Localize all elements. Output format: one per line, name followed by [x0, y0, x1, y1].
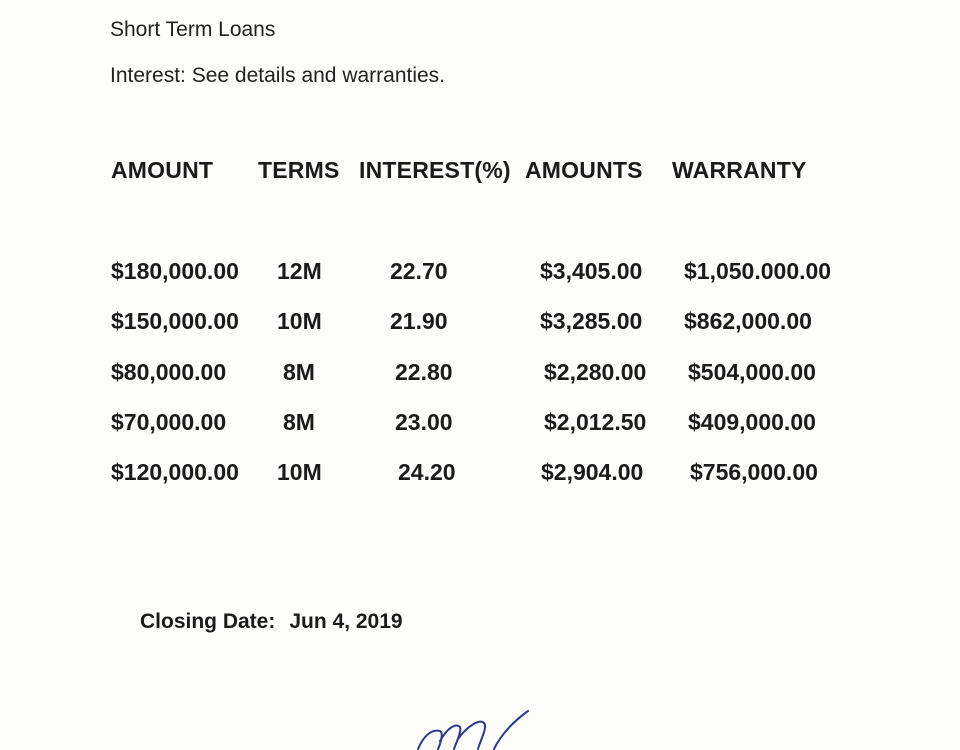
- cell-interest: 24.20: [398, 459, 456, 485]
- cell-warranty: $1,050.000.00: [684, 258, 832, 284]
- header-amount: AMOUNT: [111, 157, 214, 183]
- cell-terms: 10M: [277, 459, 322, 485]
- cell-amounts: $2,280.00: [544, 359, 647, 385]
- header-interest: INTEREST(%): [359, 157, 511, 183]
- closing-date-value: Jun 4, 2019: [289, 610, 403, 633]
- cell-amount: $120,000.00: [111, 459, 239, 485]
- cell-terms: 8M: [283, 409, 315, 435]
- header-amounts: AMOUNTS: [525, 157, 643, 183]
- header-terms: TERMS: [258, 157, 340, 183]
- cell-warranty: $409,000.00: [688, 409, 816, 435]
- cell-warranty: $862,000.00: [684, 308, 812, 334]
- closing-date: [140, 610, 403, 634]
- cell-warranty: $504,000.00: [688, 359, 816, 385]
- cell-terms: 10M: [277, 308, 322, 334]
- cell-warranty: $756,000.00: [690, 459, 818, 485]
- closing-date-label: Closing Date:: [140, 610, 276, 633]
- cell-interest: 22.70: [390, 258, 448, 284]
- header-warranty: WARRANTY: [672, 157, 807, 183]
- cell-amount: $150,000.00: [111, 308, 239, 334]
- cell-interest: 21.90: [390, 308, 448, 334]
- cell-amounts: $2,012.50: [544, 409, 647, 435]
- document-title: Short Term Loans: [110, 18, 276, 41]
- cell-amount: $80,000.00: [111, 359, 227, 385]
- cell-amounts: $3,405.00: [540, 258, 643, 284]
- cell-interest: 22.80: [395, 359, 453, 385]
- cell-terms: 12M: [277, 258, 322, 284]
- cell-amount: $180,000.00: [111, 258, 239, 284]
- cell-interest: 23.00: [395, 409, 453, 435]
- signature-mark: [410, 705, 550, 750]
- cell-amounts: $2,904.00: [541, 459, 644, 485]
- cell-terms: 8M: [283, 359, 315, 385]
- cell-amounts: $3,285.00: [540, 308, 643, 334]
- document-subtitle: Interest: See details and warranties.: [110, 64, 446, 87]
- cell-amount: $70,000.00: [111, 409, 227, 435]
